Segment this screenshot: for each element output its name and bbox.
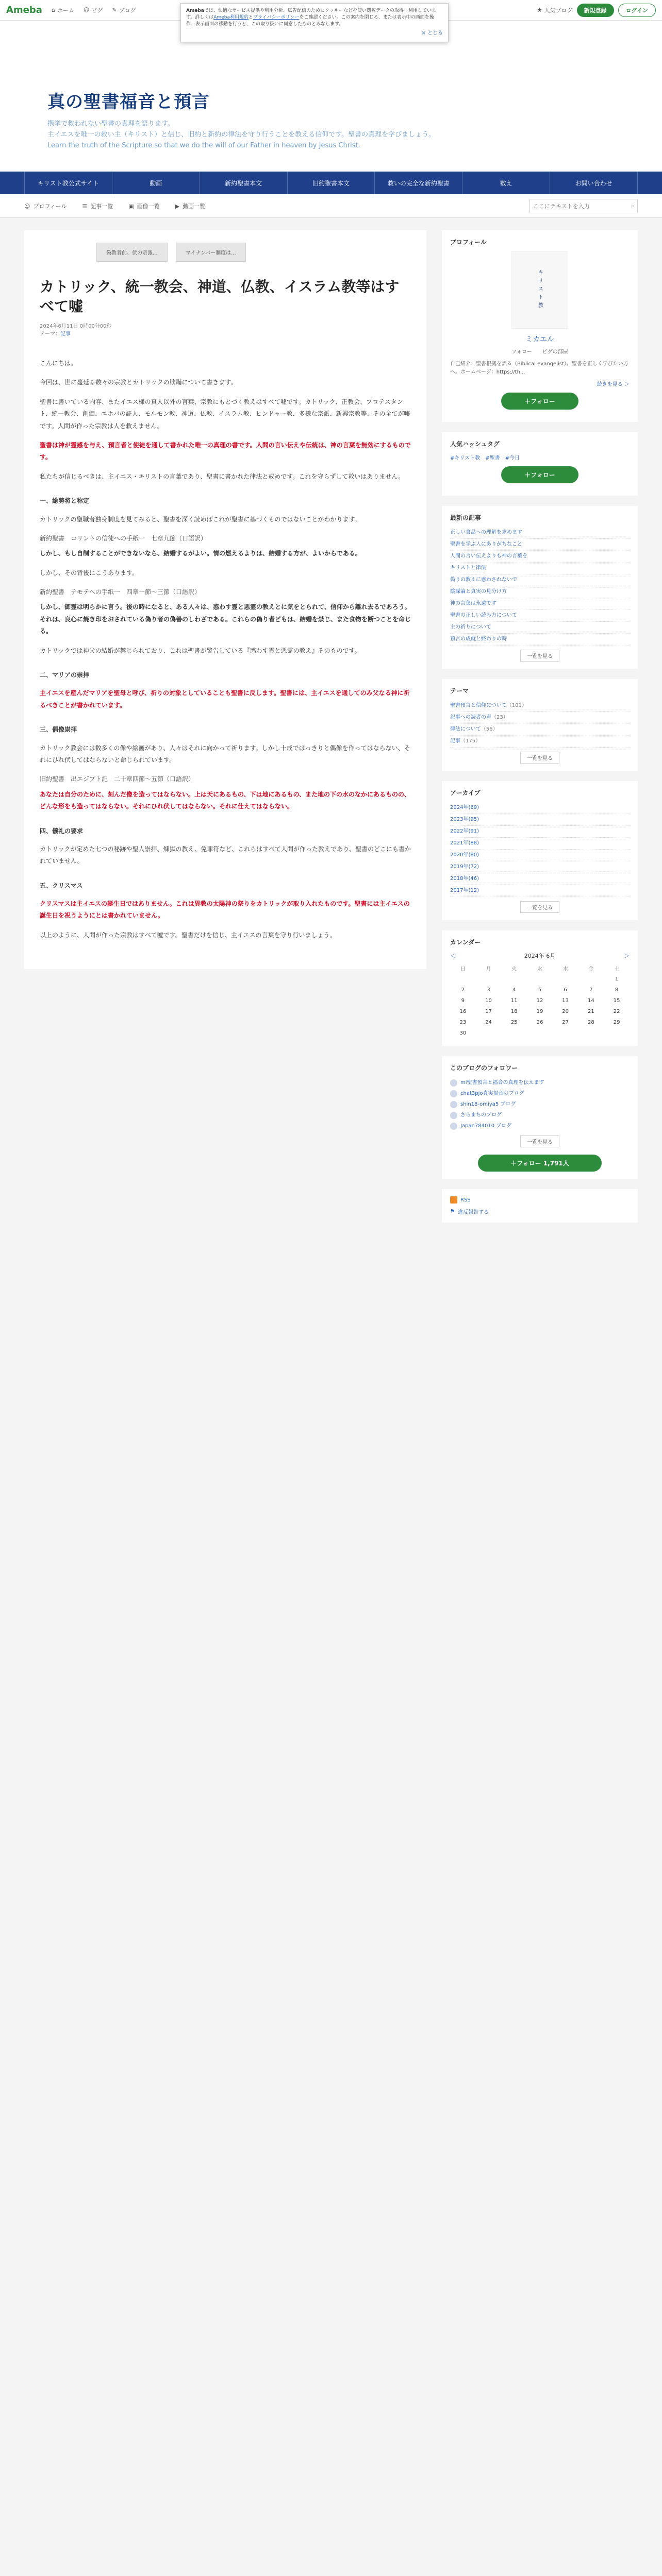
calendar-day[interactable]: 8 — [615, 987, 619, 993]
cookie-and: と — [248, 15, 253, 21]
calendar-day — [501, 974, 527, 985]
list-more — [450, 752, 630, 764]
section-heading: 五、クリスマス — [40, 882, 83, 889]
sidebar — [442, 230, 638, 1233]
calendar-header — [450, 952, 630, 960]
weekday: 水 — [537, 967, 542, 973]
list-item[interactable]: 2023年(95) — [450, 814, 630, 826]
prev-theme-button[interactable]: 偽教者前、伏の宗派... — [96, 243, 168, 262]
calendar-table — [450, 963, 630, 1039]
video-icon: ▶ — [175, 202, 180, 210]
gnav-item-ot[interactable]: 旧約聖書本文 — [288, 172, 375, 194]
calendar-day — [527, 1028, 553, 1039]
list-item[interactable]: 聖書を学ぶ人にありがちなこと — [450, 539, 630, 551]
trend-link[interactable]: ★ 人気ブログ — [537, 7, 573, 14]
calendar-day[interactable]: 17 — [485, 1009, 492, 1015]
quote-reference: 新約聖書 コリントの信徒への手紙一 七章九節（口語訳） — [40, 534, 207, 542]
calendar-day[interactable]: 27 — [562, 1020, 569, 1026]
list-item[interactable]: 記事（175） — [450, 736, 630, 748]
list-item[interactable]: 主の祈りについて — [450, 622, 630, 634]
hashtag-list — [450, 453, 630, 461]
calendar-day[interactable]: 11 — [510, 998, 518, 1004]
calendar-day[interactable]: 7 — [589, 987, 593, 993]
tab-articles[interactable]: ☰ 記事一覧 — [82, 202, 113, 210]
blog-desc-line: 携挙で救われない聖書の真理を語ります。 — [47, 120, 174, 128]
calendar-day[interactable]: 5 — [538, 987, 542, 993]
calendar-day[interactable]: 25 — [510, 1020, 518, 1026]
calendar-day — [578, 974, 604, 985]
calendar-week — [450, 974, 630, 985]
section-heading: 四、儀礼の要求 — [40, 827, 84, 835]
profile-more-link[interactable]: 続きを見る ＞ — [597, 382, 630, 388]
calendar-day[interactable]: 13 — [562, 998, 569, 1004]
recent-articles-list — [450, 527, 630, 646]
list-item[interactable]: 2018年(46) — [450, 873, 630, 885]
rss-link[interactable]: RSS — [450, 1196, 630, 1204]
rss-icon — [450, 1196, 457, 1204]
blog-search — [529, 199, 638, 213]
list-item[interactable]: さらまちのブログ — [450, 1110, 630, 1121]
paragraph: カトリックでは神父の結婚が禁じられており、これは聖書が警告している『惑わす霊と悪霊の教え』そのものです。 — [40, 647, 361, 654]
calendar-day[interactable]: 28 — [588, 1020, 594, 1026]
image-icon: ▣ — [128, 202, 134, 210]
top-nav-pigg[interactable]: ☺ ピグ — [83, 7, 103, 14]
calendar-day[interactable]: 21 — [588, 1009, 594, 1015]
weekday: 火 — [511, 967, 517, 973]
avatar — [450, 1123, 457, 1130]
follow-count-button[interactable]: ＋フォロー 1,791人 — [478, 1155, 602, 1172]
ameba-logo[interactable]: Ameba — [6, 5, 42, 15]
paragraph: カトリックが定めた七つの秘跡や聖人崇拝、煉獄の教え、免罪符など、これらはすべて人間が作った教えであり、聖書のどこにも書かれていません。 — [40, 845, 411, 865]
list-more — [450, 1136, 630, 1147]
follow-button[interactable]: ＋フォロー — [501, 393, 578, 410]
calendar-day[interactable]: 14 — [588, 998, 594, 1004]
calendar-week — [450, 1028, 630, 1039]
article-meta — [40, 321, 411, 337]
calendar-next-button[interactable]: ＞ — [624, 953, 630, 960]
list-item[interactable]: 神の言葉は永遠です — [450, 598, 630, 610]
list-item[interactable]: 2019年(72) — [450, 861, 630, 873]
list-more — [450, 901, 630, 913]
gnav-item-nt[interactable]: 新約聖書本文 — [200, 172, 288, 194]
followers-list — [450, 1077, 630, 1131]
follow-button[interactable]: ＋フォロー — [501, 466, 578, 483]
search-input[interactable] — [533, 203, 631, 210]
list-item[interactable]: 陰謀論と真実の見分け方 — [450, 586, 630, 598]
terms-link[interactable]: Ameba利用規約 — [213, 15, 249, 21]
widget-title: このブログのフォロワー — [450, 1064, 518, 1072]
list-more — [450, 650, 630, 662]
followers-widget — [442, 1056, 638, 1179]
hashtag-link[interactable]: #キリスト教 — [450, 455, 481, 462]
paragraph-emphasis: 主イエスを産んだマリアを聖母と呼び、祈りの対象としていることも聖書に反します。聖書には、主イエスを通してのみ父なる神に祈るべきことが書かれています。 — [40, 689, 410, 709]
sub-nav — [0, 194, 662, 218]
widget-title: プロフィール — [450, 239, 487, 246]
calendar-week — [450, 985, 630, 995]
flag-icon: ⚑ — [450, 1209, 455, 1215]
trend-icon: ★ — [537, 7, 542, 13]
calendar-day[interactable]: 3 — [487, 987, 490, 993]
ameba-topbar — [0, 0, 662, 37]
calendar-day — [476, 1028, 502, 1039]
calendar-day[interactable]: 4 — [512, 987, 516, 993]
tab-videos[interactable]: ▶ 動画一覧 — [175, 202, 206, 210]
paragraph: カトリック教会には数多くの像や絵画があり、人々はそれに向かって祈ります。しかし十戒ではっきりと偶像を作ってはならない、それにひれ伏してはならないと命じられています。 — [40, 744, 410, 764]
archive-widget — [442, 781, 638, 920]
list-icon: ☰ — [82, 202, 88, 210]
cookie-brand: Ameba — [186, 8, 204, 13]
calendar-week — [450, 1017, 630, 1028]
calendar-day[interactable]: 10 — [485, 998, 492, 1004]
list-item[interactable]: 聖書の正しい読み方について — [450, 610, 630, 622]
top-nav-home[interactable]: ⌂ ホーム — [51, 7, 74, 14]
calendar-day[interactable]: 2 — [461, 987, 465, 993]
blog-desc-line: 主イエスを唯一の救い主（キリスト）と信じ、旧約と新約の律法を守り行うことを教える信仰です。聖書の真理を学びましょう。 — [47, 130, 436, 139]
more-button[interactable]: 一覧を見る — [520, 901, 559, 913]
list-item[interactable]: chat3pjo真実福音のブログ — [450, 1088, 630, 1099]
quote-reference: 旧約聖書 出エジプト記 二十章四節～五節（口語訳） — [40, 775, 195, 783]
gnav-item-salvation[interactable]: 救いの完全な新約聖書 — [375, 172, 462, 194]
calendar-day[interactable]: 30 — [459, 1030, 467, 1037]
list-item[interactable]: 2017年(12) — [450, 885, 630, 897]
hashtag-link[interactable]: #聖書 — [485, 455, 500, 462]
calendar-day[interactable]: 6 — [564, 987, 567, 993]
gnav-item-contact[interactable]: お問い合わせ — [550, 172, 638, 194]
scripture-quote: しかし、もし自制することができないなら、結婚するがよい。情の燃えるよりは、結婚する方が、よいからである。 — [40, 550, 361, 557]
calendar-day[interactable]: 24 — [485, 1020, 492, 1026]
cookie-text: では、快適なサービス提供や利用分析、広告配信のためにクッキーなどを使い閲覧データの取得・利用しています。詳しくは — [186, 8, 436, 21]
paragraph: 聖書に書いている内容、またイエス様の真人以外の言葉、宗教にもとづく教えはすべて嘘です。カトリック、正教会、プロテスタント、統一教会、創価、エホバの証人、モルモン教、神道、仏教、イスラム教、ヒンドゥー教、多様な宗派、新興宗教等、その全てが嘘です。人間が作った宗教は人を救えません。 — [40, 398, 410, 430]
more-button[interactable]: 一覧を見る — [520, 1136, 559, 1147]
calendar-day — [450, 974, 476, 985]
calendar-week — [450, 995, 630, 1006]
theme-buttons — [96, 243, 411, 262]
calendar-widget — [442, 930, 638, 1046]
calendar-day[interactable]: 18 — [510, 1009, 518, 1015]
list-item[interactable]: 聖書預言と信仰について（101） — [450, 700, 630, 712]
list-item[interactable]: キリストと律法 — [450, 563, 630, 574]
paragraph: しかし、その背後にこうあります。 — [40, 569, 139, 577]
quote-reference: 新約聖書 テモテへの手紙一 四章一節～三節（口語訳） — [40, 588, 201, 596]
avatar — [450, 1079, 457, 1087]
hashtag-widget — [442, 432, 638, 496]
calendar-day[interactable]: 1 — [615, 976, 619, 982]
privacy-link[interactable]: プライバシーポリシー — [253, 15, 300, 21]
calendar-week — [450, 1006, 630, 1017]
list-item[interactable]: shin18-omiya5 ブログ — [450, 1099, 630, 1110]
theme-widget — [442, 679, 638, 771]
theme-list — [450, 700, 630, 748]
widget-title: テーマ — [450, 687, 469, 695]
calendar-day — [604, 1028, 630, 1039]
paragraph-emphasis: 聖書は神が霊感を与え、預言者と使徒を通して書かれた唯一の真理の書です。人間の言い伝えや伝統は、神の言葉を無効にするものです。 — [40, 441, 411, 461]
cookie-notice — [180, 3, 449, 42]
list-item[interactable]: 2021年(88) — [450, 838, 630, 850]
login-button[interactable]: ログイン — [618, 4, 656, 17]
recent-articles-widget — [442, 506, 638, 669]
weekday: 日 — [460, 967, 466, 973]
search-icon[interactable]: ⌕ — [631, 202, 634, 210]
more-button[interactable]: 一覧を見る — [520, 752, 559, 764]
archive-list — [450, 802, 630, 897]
list-item[interactable]: 正しい食品への理解を求めます — [450, 527, 630, 539]
calendar-day[interactable]: 29 — [613, 1020, 620, 1026]
section-heading: 三、偶像崇拝 — [40, 726, 77, 734]
weekday: 木 — [562, 967, 568, 973]
paragraph: こんにちは。 — [40, 359, 77, 367]
topbar-right — [537, 4, 656, 17]
hashtag-link[interactable]: #今日 — [505, 455, 520, 462]
profile-widget — [442, 230, 638, 422]
list-item[interactable]: 記事への読者の声（23） — [450, 712, 630, 724]
paragraph: 私たちが信じるべきは、主イエス・キリストの言葉であり、聖書に書かれた律法と戒めです。これを守らずして救いはありません。 — [40, 472, 405, 480]
tab-images[interactable]: ▣ 画像一覧 — [128, 202, 160, 210]
weekday: 金 — [588, 967, 594, 973]
list-item[interactable]: mi聖書預言と福音の真理を伝えます — [450, 1077, 630, 1088]
global-nav — [0, 172, 662, 194]
calendar-month: 2024年 6月 — [524, 953, 556, 960]
gnav-item-video[interactable]: 動画 — [112, 172, 200, 194]
blog-title[interactable]: 真の聖書福音と預言 — [47, 92, 210, 112]
list-item[interactable]: 偽りの教えに惑わされないで — [450, 574, 630, 586]
weekday: 月 — [486, 967, 491, 973]
section-heading: 二、マリアの崇拝 — [40, 671, 90, 679]
paragraph: 以上のように、人間が作った宗教はすべて嘘です。聖書だけを信じ、主イエスの言葉を守り行いましょう。 — [40, 931, 336, 939]
avatar — [450, 1112, 457, 1119]
calendar-day[interactable]: 16 — [459, 1009, 467, 1015]
list-item[interactable]: 預言の成就と終わりの時 — [450, 634, 630, 646]
widget-title: 最新の記事 — [450, 514, 482, 522]
list-item[interactable]: 律法について（56） — [450, 724, 630, 736]
paragraph: 今回は、世に蔓延る数々の宗教とカトリックの欺瞞について書きます。 — [40, 379, 237, 386]
article — [24, 230, 426, 969]
widget-title: カレンダー — [450, 939, 481, 946]
cookie-tail: をご確認ください。この案内を閉じる、または表示中の画面を操作、表示画面の移動を行うと、この取り扱いに同意したものとみなします。 — [186, 15, 434, 27]
next-theme-button[interactable]: マイナンバー制度は... — [176, 243, 246, 262]
scripture-quote: しかし、御霊は明らかに言う。後の時になると、ある人々は、惑わす霊と悪霊の教えとに気をとられて、信仰から離れ去るであろう。それは、良心に焼き印をおされている偽り者の偽善のしわざである。これらの偽り者どもは、結婚を禁じ、また食物を断つことを命じる。 — [40, 603, 411, 635]
gnav-item-official[interactable]: キリスト教公式サイト — [24, 172, 112, 194]
weekday: 土 — [614, 967, 620, 973]
calendar-prev-button[interactable]: ＜ — [450, 953, 456, 960]
blog-description — [47, 119, 640, 151]
paragraph-emphasis: クリスマスは主イエスの誕生日ではありません。これは異教の太陽神の祭りをカトリックが取り入れたものです。聖書には主イエスの誕生日を祝うようにとは書かれていません。 — [40, 900, 410, 920]
scripture-quote: あなたは自分のために、刻んだ像を造ってはならない。上は天にあるもの、下は地にあるもの、また地の下の水のなかにあるものの、どんな形をも造ってはならない。それにひれ伏してはならない。それに仕えてはならない。 — [40, 790, 410, 810]
profile-text: 自己紹介：聖書根拠を語る（Biblical evangelist）。聖書を正しく学びたい方へ。ホームページ：https://th... — [450, 361, 628, 376]
calendar-day[interactable]: 20 — [562, 1009, 569, 1015]
list-item[interactable]: 2022年(91) — [450, 826, 630, 838]
calendar-day[interactable]: 15 — [613, 998, 620, 1004]
content-container — [24, 218, 638, 1233]
widget-title: 人気ハッシュタグ — [450, 440, 500, 448]
top-nav — [52, 6, 136, 14]
top-nav-blog[interactable]: ✎ ブログ — [112, 7, 136, 14]
blog-desc-line: Learn the truth of the Scripture so that we do the will of our Father in heaven by Jesus Christ. — [47, 141, 360, 149]
list-item[interactable]: 2020年(80) — [450, 850, 630, 861]
report-link[interactable]: ⚑ 違反報告する — [450, 1209, 489, 1216]
main-column — [24, 230, 426, 1233]
article-body — [40, 358, 411, 941]
gnav-item-count[interactable]: 数え — [462, 172, 550, 194]
article-date: 2024年6月11日 0時00分00秒 — [40, 323, 112, 329]
avatar — [450, 1101, 457, 1108]
avatar — [450, 1090, 457, 1097]
profile-links[interactable]: フォロー ピグの部屋 — [511, 349, 568, 355]
avatar[interactable]: キリスト教 — [511, 251, 568, 329]
widget-title: アーカイブ — [450, 789, 481, 797]
calendar-day — [578, 1028, 604, 1039]
calendar-day[interactable]: 19 — [536, 1009, 543, 1015]
signup-button[interactable]: 新規登録 — [577, 4, 614, 17]
calendar-day[interactable]: 12 — [536, 998, 543, 1004]
cookie-close-button[interactable]: × とじる — [421, 30, 443, 37]
calendar-day — [501, 1028, 527, 1039]
calendar-day — [553, 1028, 578, 1039]
profile-name[interactable]: ミカエル — [525, 335, 554, 344]
user-icon: ☺ — [24, 202, 30, 210]
calendar-day[interactable]: 22 — [613, 1009, 620, 1015]
calendar-body — [450, 974, 630, 1039]
theme-link[interactable]: 記事 — [60, 331, 71, 337]
list-item[interactable]: Japan784010 ブログ — [450, 1121, 630, 1131]
paragraph: カトリックの聖職者独身制度を見てみると、聖書を深く読めばこれが聖書に基づくものではないことがわかります。 — [40, 515, 361, 523]
rss-widget — [442, 1189, 638, 1223]
page-bottom-spacer — [0, 1233, 662, 1253]
blog-header — [0, 21, 662, 172]
article-title: カトリック、統一教会、神道、仏教、イスラム教等はすべて嘘 — [40, 278, 400, 315]
calendar-day[interactable]: 9 — [461, 998, 465, 1004]
tab-profile[interactable]: ☺ プロフィール — [24, 202, 67, 210]
calendar-day — [476, 974, 502, 985]
list-item[interactable]: 人間の言い伝えよりも神の言葉を — [450, 551, 630, 563]
calendar-day[interactable]: 23 — [459, 1020, 467, 1026]
section-heading: 一、総勢将と称定 — [40, 497, 90, 505]
calendar-day — [527, 974, 553, 985]
calendar-day[interactable]: 26 — [536, 1020, 543, 1026]
more-button[interactable]: 一覧を見る — [520, 650, 559, 662]
theme-prefix: テーマ： — [40, 331, 60, 337]
list-item[interactable]: 2024年(69) — [450, 802, 630, 814]
calendar-day — [553, 974, 578, 985]
